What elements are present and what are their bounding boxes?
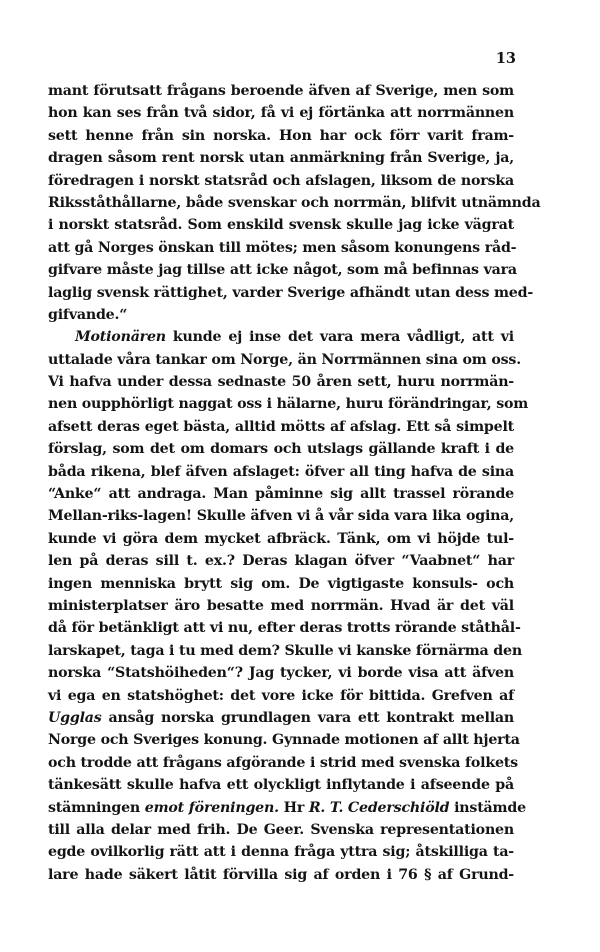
text-line bbox=[48, 461, 514, 483]
text-segment: laglig svensk rättighet, varder Sverige afhändt utan dess med- bbox=[48, 284, 534, 301]
text-segment: dragen såsom rent norsk utan anmärkning från Sverige, ja, bbox=[48, 150, 514, 167]
text-segment: lare hade säkert låtit förvilla sig af orden i 76 § af Grund- bbox=[48, 866, 514, 883]
text-segment: stämningen bbox=[48, 799, 145, 816]
text-line bbox=[48, 797, 526, 819]
text-line bbox=[48, 550, 514, 572]
text-line bbox=[48, 237, 517, 259]
text-segment: kunde ej inse det vara mera vådligt, att vi bbox=[165, 329, 514, 346]
text-line bbox=[48, 640, 522, 662]
text-segment: gifvande.“ bbox=[48, 306, 128, 323]
text-line bbox=[48, 573, 514, 595]
text-segment: Norge och Sveriges konung. Gynnade motionen af allt hjerta bbox=[48, 732, 520, 749]
text-line bbox=[48, 864, 514, 886]
text-segment: till alla delar med frih. De Geer. Svenska representationen bbox=[48, 821, 514, 838]
text-line bbox=[48, 282, 534, 304]
text-segment: uttalade våra tankar om Norge, än Norrmännen sina om oss. bbox=[48, 351, 521, 368]
text-segment: och trodde att frågans afgörande i strid med svenska folkets bbox=[48, 754, 518, 771]
text-line bbox=[48, 147, 514, 169]
text-line bbox=[48, 170, 514, 192]
text-segment: Riksståthållarne, både svenskar och norrmän, blifvit utnämnda bbox=[48, 194, 541, 211]
italic-name: emot föreningen. bbox=[144, 799, 279, 816]
text-line bbox=[48, 841, 514, 863]
text-segment: “Anke“ att andraga. Man påminne sig allt trassel rörande bbox=[48, 486, 514, 503]
text-line bbox=[48, 80, 514, 102]
text-line bbox=[48, 752, 518, 774]
text-line bbox=[48, 528, 514, 550]
text-line bbox=[48, 259, 517, 281]
italic-name: R. T. Cederschiöld bbox=[308, 799, 450, 816]
text-line bbox=[48, 416, 514, 438]
text-segment: mant förutsatt frågans beroende äfven af Sverige, men som bbox=[48, 83, 514, 99]
text-line bbox=[48, 214, 514, 236]
text-line bbox=[48, 662, 514, 684]
text-line bbox=[48, 349, 521, 371]
text-line bbox=[48, 595, 514, 617]
text-segment: norska “Statshöiheden“? Jag tycker, vi borde visa att äfven bbox=[48, 665, 514, 682]
body-text bbox=[48, 80, 541, 886]
text-segment: len på deras sill t. ex.? Deras klagan öfver “Vaabnet“ har bbox=[48, 553, 514, 570]
text-segment: båda rikena, blef äfven afslaget: öfver all ting hafva de sina bbox=[48, 463, 514, 480]
text-segment: föredragen i norskt statsråd och afslagen, liksom de norska bbox=[48, 172, 514, 189]
text-segment: ingen menniska brytt sig om. De vigtigaste konsuls- och bbox=[48, 575, 514, 592]
text-segment: ansåg norska grundlagen vara ett kontrakt mellan bbox=[101, 709, 514, 726]
text-line bbox=[48, 304, 514, 326]
text-segment: vi ega en statshöghet: det vore icke för bittida. Grefven af bbox=[48, 687, 514, 704]
page-number: 13 bbox=[495, 50, 516, 67]
text-line bbox=[48, 125, 514, 147]
text-segment: att gå Norges önskan till mötes; men såsom konungens råd- bbox=[48, 239, 517, 256]
text-line bbox=[48, 729, 520, 751]
text-segment: ministerplatser äro besatte med norrmän. Hvad är det väl bbox=[48, 597, 514, 614]
text-segment: tänkesätt skulle hafva ett olyckligt inflytande i afseende på bbox=[48, 777, 514, 794]
text-line bbox=[48, 505, 514, 527]
text-line bbox=[48, 685, 514, 707]
text-segment: hon kan ses från två sidor, få vi ej förtänka att norrmännen bbox=[48, 105, 514, 122]
text-line bbox=[48, 819, 514, 841]
text-line bbox=[48, 371, 514, 393]
text-segment: sett henne från sin norska. Hon har ock förr varit fram- bbox=[48, 127, 514, 144]
text-segment: i norskt statsråd. Som enskild svensk skulle jag icke vägrat bbox=[48, 217, 514, 234]
text-line bbox=[48, 192, 541, 214]
text-segment: Hr bbox=[278, 799, 309, 816]
text-segment: Mellan-riks-lagen! Skulle äfven vi å vår sida vara lika ogina, bbox=[48, 508, 515, 525]
text-segment: då för betänkligt att vi nu, efter deras trotts rörande ståthål- bbox=[48, 620, 521, 637]
text-segment: larskapet, taga i tu med dem? Skulle vi kanske förnärma den bbox=[48, 642, 522, 659]
text-line bbox=[48, 102, 514, 124]
text-line bbox=[48, 483, 514, 505]
text-line bbox=[48, 774, 514, 796]
text-segment: Vi hafva under dessa sednaste 50 åren sett, huru norrmän- bbox=[48, 374, 514, 391]
text-segment: afsett deras eget bästa, alltid mötts af afslag. Ett så simpelt bbox=[48, 418, 514, 435]
text-line bbox=[48, 393, 529, 415]
text-segment: instämde bbox=[449, 799, 526, 816]
text-segment: nen oupphörligt naggat oss i hälarne, huru förändringar, som bbox=[48, 396, 529, 413]
text-segment: förslag, som det om domars och utslags gällande kraft i de bbox=[48, 441, 514, 458]
text-line bbox=[48, 438, 514, 460]
text-segment: egde ovilkorlig rätt att i denna fråga yttra sig; åtskilliga ta- bbox=[48, 844, 514, 861]
text-line bbox=[48, 707, 514, 729]
italic-name: Ugglas bbox=[48, 709, 102, 726]
text-line bbox=[48, 326, 514, 348]
text-segment: gifvare måste jag tillse att icke något, som må befinnas vara bbox=[48, 262, 517, 279]
italic-name: Motionären bbox=[75, 329, 166, 346]
text-segment: kunde vi göra dem mycket afbräck. Tänk, om vi höjde tul- bbox=[48, 530, 514, 547]
text-line bbox=[48, 617, 521, 639]
